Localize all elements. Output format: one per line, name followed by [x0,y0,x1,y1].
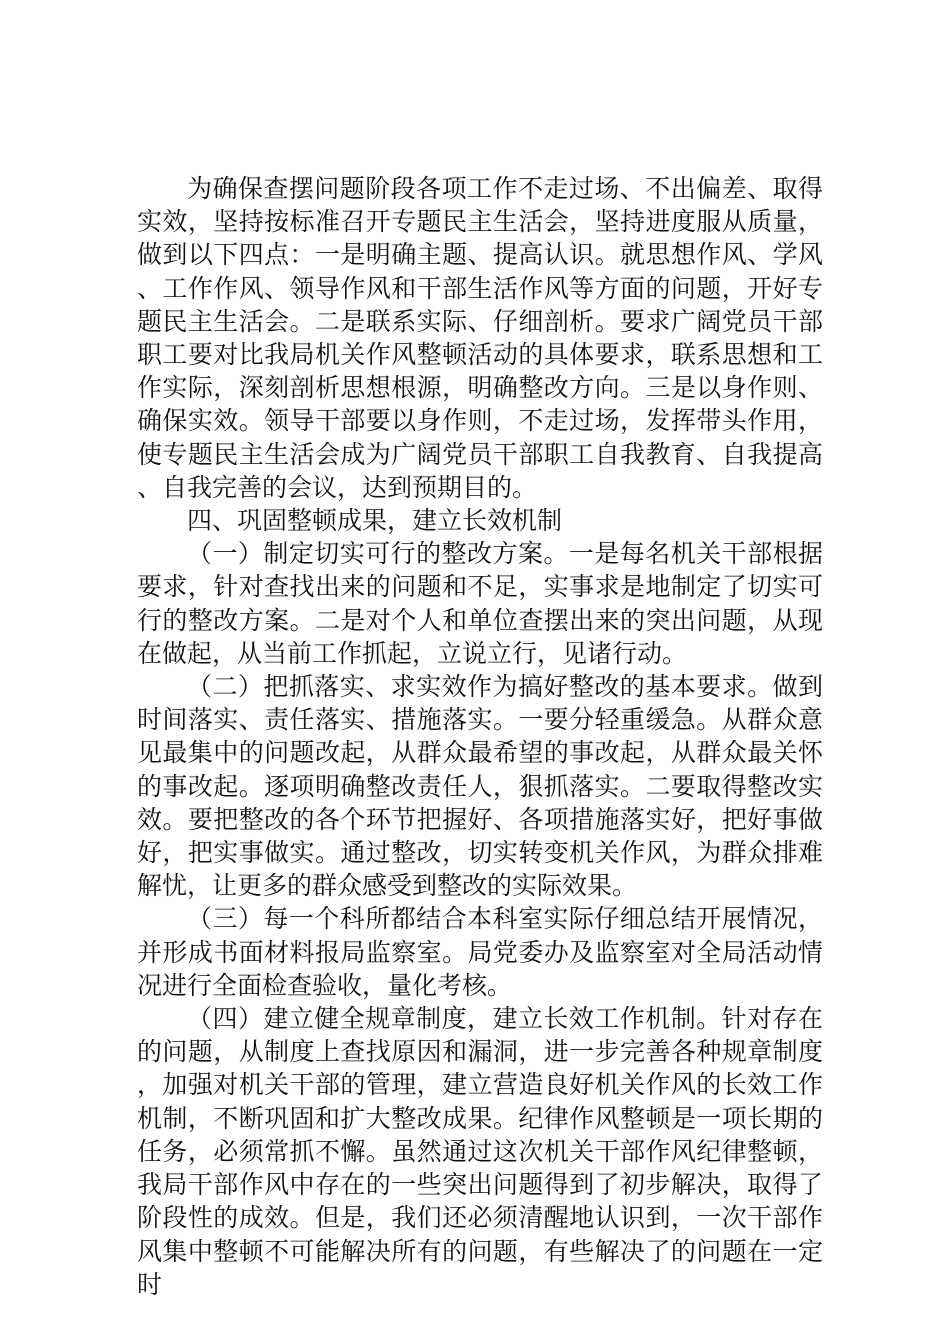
paragraph-item-3-summary-report: （三）每一个科所都结合本科室实际仔细总结开展情况，并形成书面材料报局监察室。局党委办及监察室对全局活动情况进行全面检查验收，量化考核。 [137,904,823,1000]
paragraph-democratic-life-meeting: 为确保查摆问题阶段各项工作不走过场、不出偏差、取得实效，坚持按标准召开专题民主生活会，坚持进度服从质量，做到以下四点：一是明确主题、提高认识。就思想作风、学风、工作作风、领导作风和干部生活作风等方面的问题，开好专题民主生活会。二是联系实际、仔细剖析。要求广阔党员干部职工要对比我局机关作风整顿活动的具体要求，联系思想和工作实际，深刻剖析思想根源，明确整改方向。三是以身作则、确保实效。领导干部要以身作则，不走过场，发挥带头作用，使专题民主生活会成为广阔党员干部职工自我教育、自我提高、自我完善的会议，达到预期目的。 [137,174,823,502]
document-body [137,172,823,1301]
paragraph-item-2-implementation: （二）把抓落实、求实效作为搞好整改的基本要求。做到时间落实、责任落实、措施落实。一要分轻重缓急。从群众意见最集中的问题改起，从群众最希望的事改起，从群众最关怀的事改起。逐项明确整改责任人，狠抓落实。二要取得整改实效。要把整改的各个环节把握好、各项措施落实好，把好事做好，把实事做实。通过整改，切实转变机关作风，为群众排难解忧，让更多的群众感受到整改的实际效果。 [137,672,823,901]
paragraph-item-1-rectification-plan: （一）制定切实可行的整改方案。一是每名机关干部根据要求，针对查找出来的问题和不足，实事求是地制定了切实可行的整改方案。二是对个人和单位查摆出来的突出问题，从现在做起，从当前工作抓起，立说立行，见诸行动。 [137,539,823,668]
paragraph-item-4-rules-mechanism: （四）建立健全规章制度，建立长效工作机制。针对存在的问题，从制度上查找原因和漏洞，进一步完善各种规章制度，加强对机关干部的管理，建立营造良好机关作风的长效工作机制，不断巩固和扩大整改成果。纪律作风整顿是一项长期的任务，必须常抓不懈。虽然通过这次机关干部作风纪律整顿，我局干部作风中存在的一些突出问题得到了初步解决，取得了阶段性的成效。但是，我们还必须清醒地认识到，一次干部作风集中整顿不可能解决所有的问题，有些解决了的问题在一定时 [137,1004,823,1299]
section-heading-consolidate-results: 四、巩固整顿成果，建立长效机制 [187,506,563,536]
